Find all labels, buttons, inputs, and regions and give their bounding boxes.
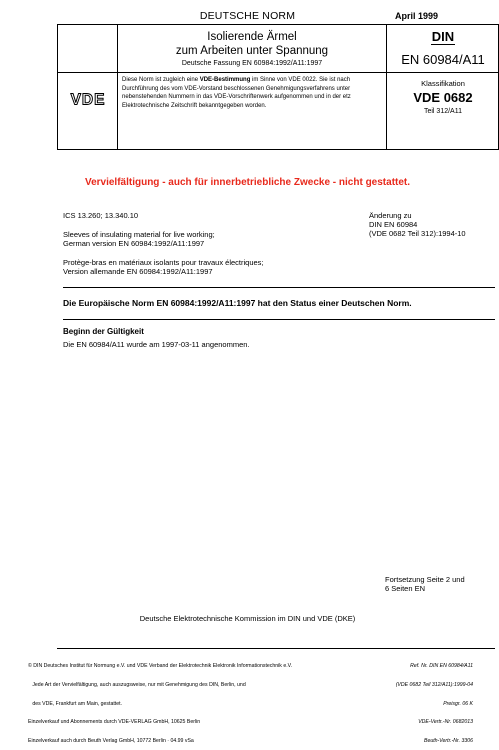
continuation-line-1: Fortsetzung Seite 2 und [385,575,465,584]
din-logo [387,29,499,44]
continuation-line-2: 6 Seiten EN [385,584,426,593]
vde-notice [122,76,382,110]
reference-footer [396,651,473,750]
frame-divider-horizontal [57,72,499,73]
title-line-3: Deutsche Fassung EN 60984:1992/A11:1997 [181,60,323,67]
notice-bold: VDE-Bestimmung [199,77,251,83]
amendment-line-2: DIN EN 60984 [369,220,418,229]
amendment-line-1: Änderung zu [369,211,412,220]
vde-classification-part: Teil 312/A11 [423,108,462,115]
amendment-info [369,211,466,238]
copyright-line-3: des VDE, Frankfurt am Main, gestattet. [28,700,122,707]
english-title-line-1: Sleeves of insulating material for live working; [63,230,215,239]
english-title [63,230,215,248]
continuation-note [385,575,465,593]
status-statement: Die Europäische Norm EN 60984:1992/A11:1997 hat den Status einer Deutschen Norm. [63,298,412,308]
copyright-line-1: © DIN Deutsches Institut für Normung e.V. und VDE Verband der Elektrotechnik Elektronik Informationstechnik e.V. [28,663,293,670]
french-title-line-1: Protège-bras en matériaux isolants pour travaux électriques; [63,258,264,267]
klassifikation-label: Klassifikation [421,79,465,88]
validity-text: Die EN 60984/A11 wurde am 1997-03-11 angenommen. [63,340,250,349]
copyright-line-5: Einzelverkauf auch durch Beuth Verlag GmbH, 10772 Berlin · 04.99 vSa [28,737,194,744]
title-line-1: Isolierende Ärmel [207,31,297,43]
notice-part1: Diese Norm ist zugleich eine [122,77,200,83]
vde-logo-graphic [63,91,113,107]
notice-part2: im Sinne von VDE 0022. Sie ist nach Durchführung des vom VDE-Vorstand beschlossenen Genehmigungsverfahrens unter nebenstehenden Nummern in das VDE-Vorschriftenwerk aufgenommen und in der etz Elektrotechnische Zeitschrift bekanntgegeben worden. [122,77,351,109]
ics-codes: ICS 13.260; 13.340.10 [63,211,139,220]
copy-warning: Vervielfältigung - auch für innerbetriebliche Zwecke - nicht gestattet. [84,177,411,188]
reference-line-2: (VDE 0682 Teil 312/A11):1999-04 [395,682,473,689]
separator-line [63,319,495,320]
french-title [63,258,264,276]
reference-line-1: Ref. Nr. DIN EN 60984/A11 [410,663,473,670]
separator-line [63,287,495,288]
dke-commission: Deutsche Elektrotechnische Kommission im DIN und VDE (DKE) [139,614,356,623]
english-title-line-2: German version EN 60984:1992/A11:1997 [63,239,205,248]
din-logo-text: DIN [431,29,455,44]
frame-divider-left [57,24,118,150]
vde-logo [57,90,118,108]
vde-logo-text: VDE [70,91,105,109]
publication-date: April 1999 [394,11,438,21]
din-number: EN 60984/A11 [401,52,485,67]
copyright-line-4: Einzelverkauf und Abonnements durch VDE-VERLAG GmbH, 10625 Berlin [28,719,201,726]
validity-heading: Beginn der Gültigkeit [63,327,144,336]
french-title-line-2: Version allemande EN 60984:1992/A11:1997 [63,267,213,276]
amendment-line-3: (VDE 0682 Teil 312):1994-10 [369,229,466,238]
title-line-2: zum Arbeiten unter Spannung [175,45,329,57]
reference-line-4: VDE-Vertr.-Nr. 0682013 [418,719,473,726]
copyright-line-2: Jede Art der Vervielfältigung, auch auszugsweise, nur mit Genehmigung des DIN, Berlin, und [28,682,246,689]
copyright-footer [28,651,292,750]
reference-line-3: Preisgr. 06 K [443,700,473,707]
footer-separator [57,648,495,649]
reference-line-5: Beuth-Vertr.-Nr. 3306 [423,737,473,744]
vde-classification-number: VDE 0682 [413,90,473,105]
norm-label: DEUTSCHE NORM [199,10,296,22]
